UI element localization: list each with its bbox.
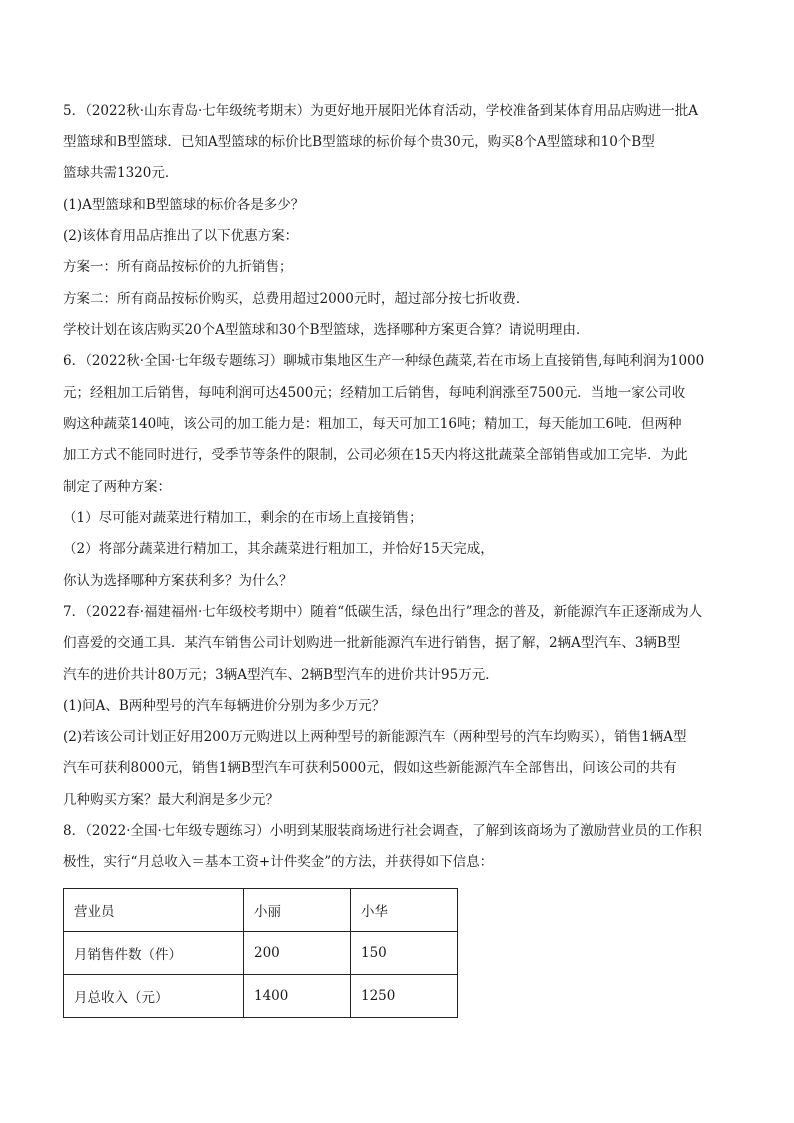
text-line: 几种购买方案？最大利润是多少元？ bbox=[63, 792, 279, 808]
text-line: 6．（2022秋·全国·七年级专题练习）聊城市集地区生产一种绿色蔬菜,若在市场上直接销售,每吨利润为1000 bbox=[63, 353, 705, 369]
text-line: 型篮球和B型篮球．已知A型篮球的标价比B型篮球的标价每个贵30元，购买8个A型篮球和10个B型 bbox=[63, 134, 655, 150]
text-line: 7．（2022春·福建福州·七年级校考期中）随着“低碳生活，绿色出行”理念的普及，新能源汽车正逐渐成为人 bbox=[63, 604, 703, 620]
text-line: 你认为选择哪种方案获利多？为什么？ bbox=[63, 573, 293, 589]
text-line: 汽车可获利8000元，销售1辆B型汽车可获利5000元，假如这些新能源汽车全部售出，问该公司的共有 bbox=[63, 760, 677, 776]
text-line: 方案一：所有商品按标价的九折销售； bbox=[63, 259, 293, 275]
table-row bbox=[64, 932, 458, 975]
text-line: 制定了两种方案： bbox=[63, 479, 171, 495]
text-line: 购这种蔬菜140吨，该公司的加工能力是：粗加工，每天可加工16吨；精加工，每天能加工6吨．但两种 bbox=[63, 416, 682, 432]
table-cell: 小丽 bbox=[244, 889, 351, 932]
text-line: 加工方式不能同时进行，受季节等条件的限制，公司必须在15天内将这批蔬菜全部销售或加工完毕．为此 bbox=[63, 447, 688, 463]
table-cell: 月销售件数（件） bbox=[64, 932, 244, 975]
table-cell: 200 bbox=[244, 932, 351, 975]
table-cell: 月总收入（元） bbox=[64, 975, 244, 1018]
table-cell: 1400 bbox=[244, 975, 351, 1018]
table-cell: 150 bbox=[351, 932, 458, 975]
text-line: 元；经粗加工后销售，每吨利润可达4500元；经精加工后销售，每吨利润涨至7500元．当地一家公司收 bbox=[63, 385, 686, 401]
text-line: 8．（2022·全国·七年级专题练习）小明到某服装商场进行社会调查，了解到该商场为了激励营业员的工作积 bbox=[63, 823, 702, 839]
table-cell: 营业员 bbox=[64, 889, 244, 932]
text-line: (2)若该公司计划正好用200万元购进以上两种型号的新能源汽车（两种型号的汽车均购买），销售1辆A型 bbox=[63, 729, 687, 745]
table-cell: 1250 bbox=[351, 975, 458, 1018]
text-line: 极性，实行“月总收入＝基本工资+计件奖金”的方法，并获得如下信息： bbox=[63, 854, 494, 870]
text-line: (1)A型篮球和B型篮球的标价各是多少？ bbox=[63, 197, 305, 213]
table-cell: 小华 bbox=[351, 889, 458, 932]
table-row bbox=[64, 975, 458, 1018]
text-line: 汽车的进价共计80万元；3辆A型汽车、2辆B型汽车的进价共计95万元． bbox=[63, 667, 499, 683]
text-line: （2）将部分蔬菜进行精加工，其余蔬菜进行粗加工，并恰好15天完成， bbox=[63, 541, 494, 557]
text-line: 学校计划在该店购买20个A型篮球和30个B型篮球，选择哪种方案更合算？请说明理由． bbox=[63, 322, 590, 338]
text-line: (2)该体育用品店推出了以下优惠方案： bbox=[63, 228, 299, 244]
text-line: 们喜爱的交通工具．某汽车销售公司计划购进一批新能源汽车进行销售，据了解，2辆A型汽车、3辆B型 bbox=[63, 635, 681, 651]
text-line: (1)问A、B两种型号的汽车每辆进价分别为多少万元？ bbox=[63, 698, 386, 714]
text-line: （1）尽可能对蔬菜进行精加工，剩余的在市场上直接销售； bbox=[63, 510, 423, 526]
table-header-row bbox=[64, 889, 458, 932]
text-line: 方案二：所有商品按标价购买，总费用超过2000元时，超过部分按七折收费． bbox=[63, 291, 530, 307]
sales-info-table bbox=[63, 888, 458, 1018]
text-line: 5．（2022秋·山东青岛·七年级统考期末）为更好地开展阳光体育活动，学校准备到某体育用品店购进一批A bbox=[63, 103, 699, 119]
text-line: 篮球共需1320元． bbox=[63, 165, 179, 181]
